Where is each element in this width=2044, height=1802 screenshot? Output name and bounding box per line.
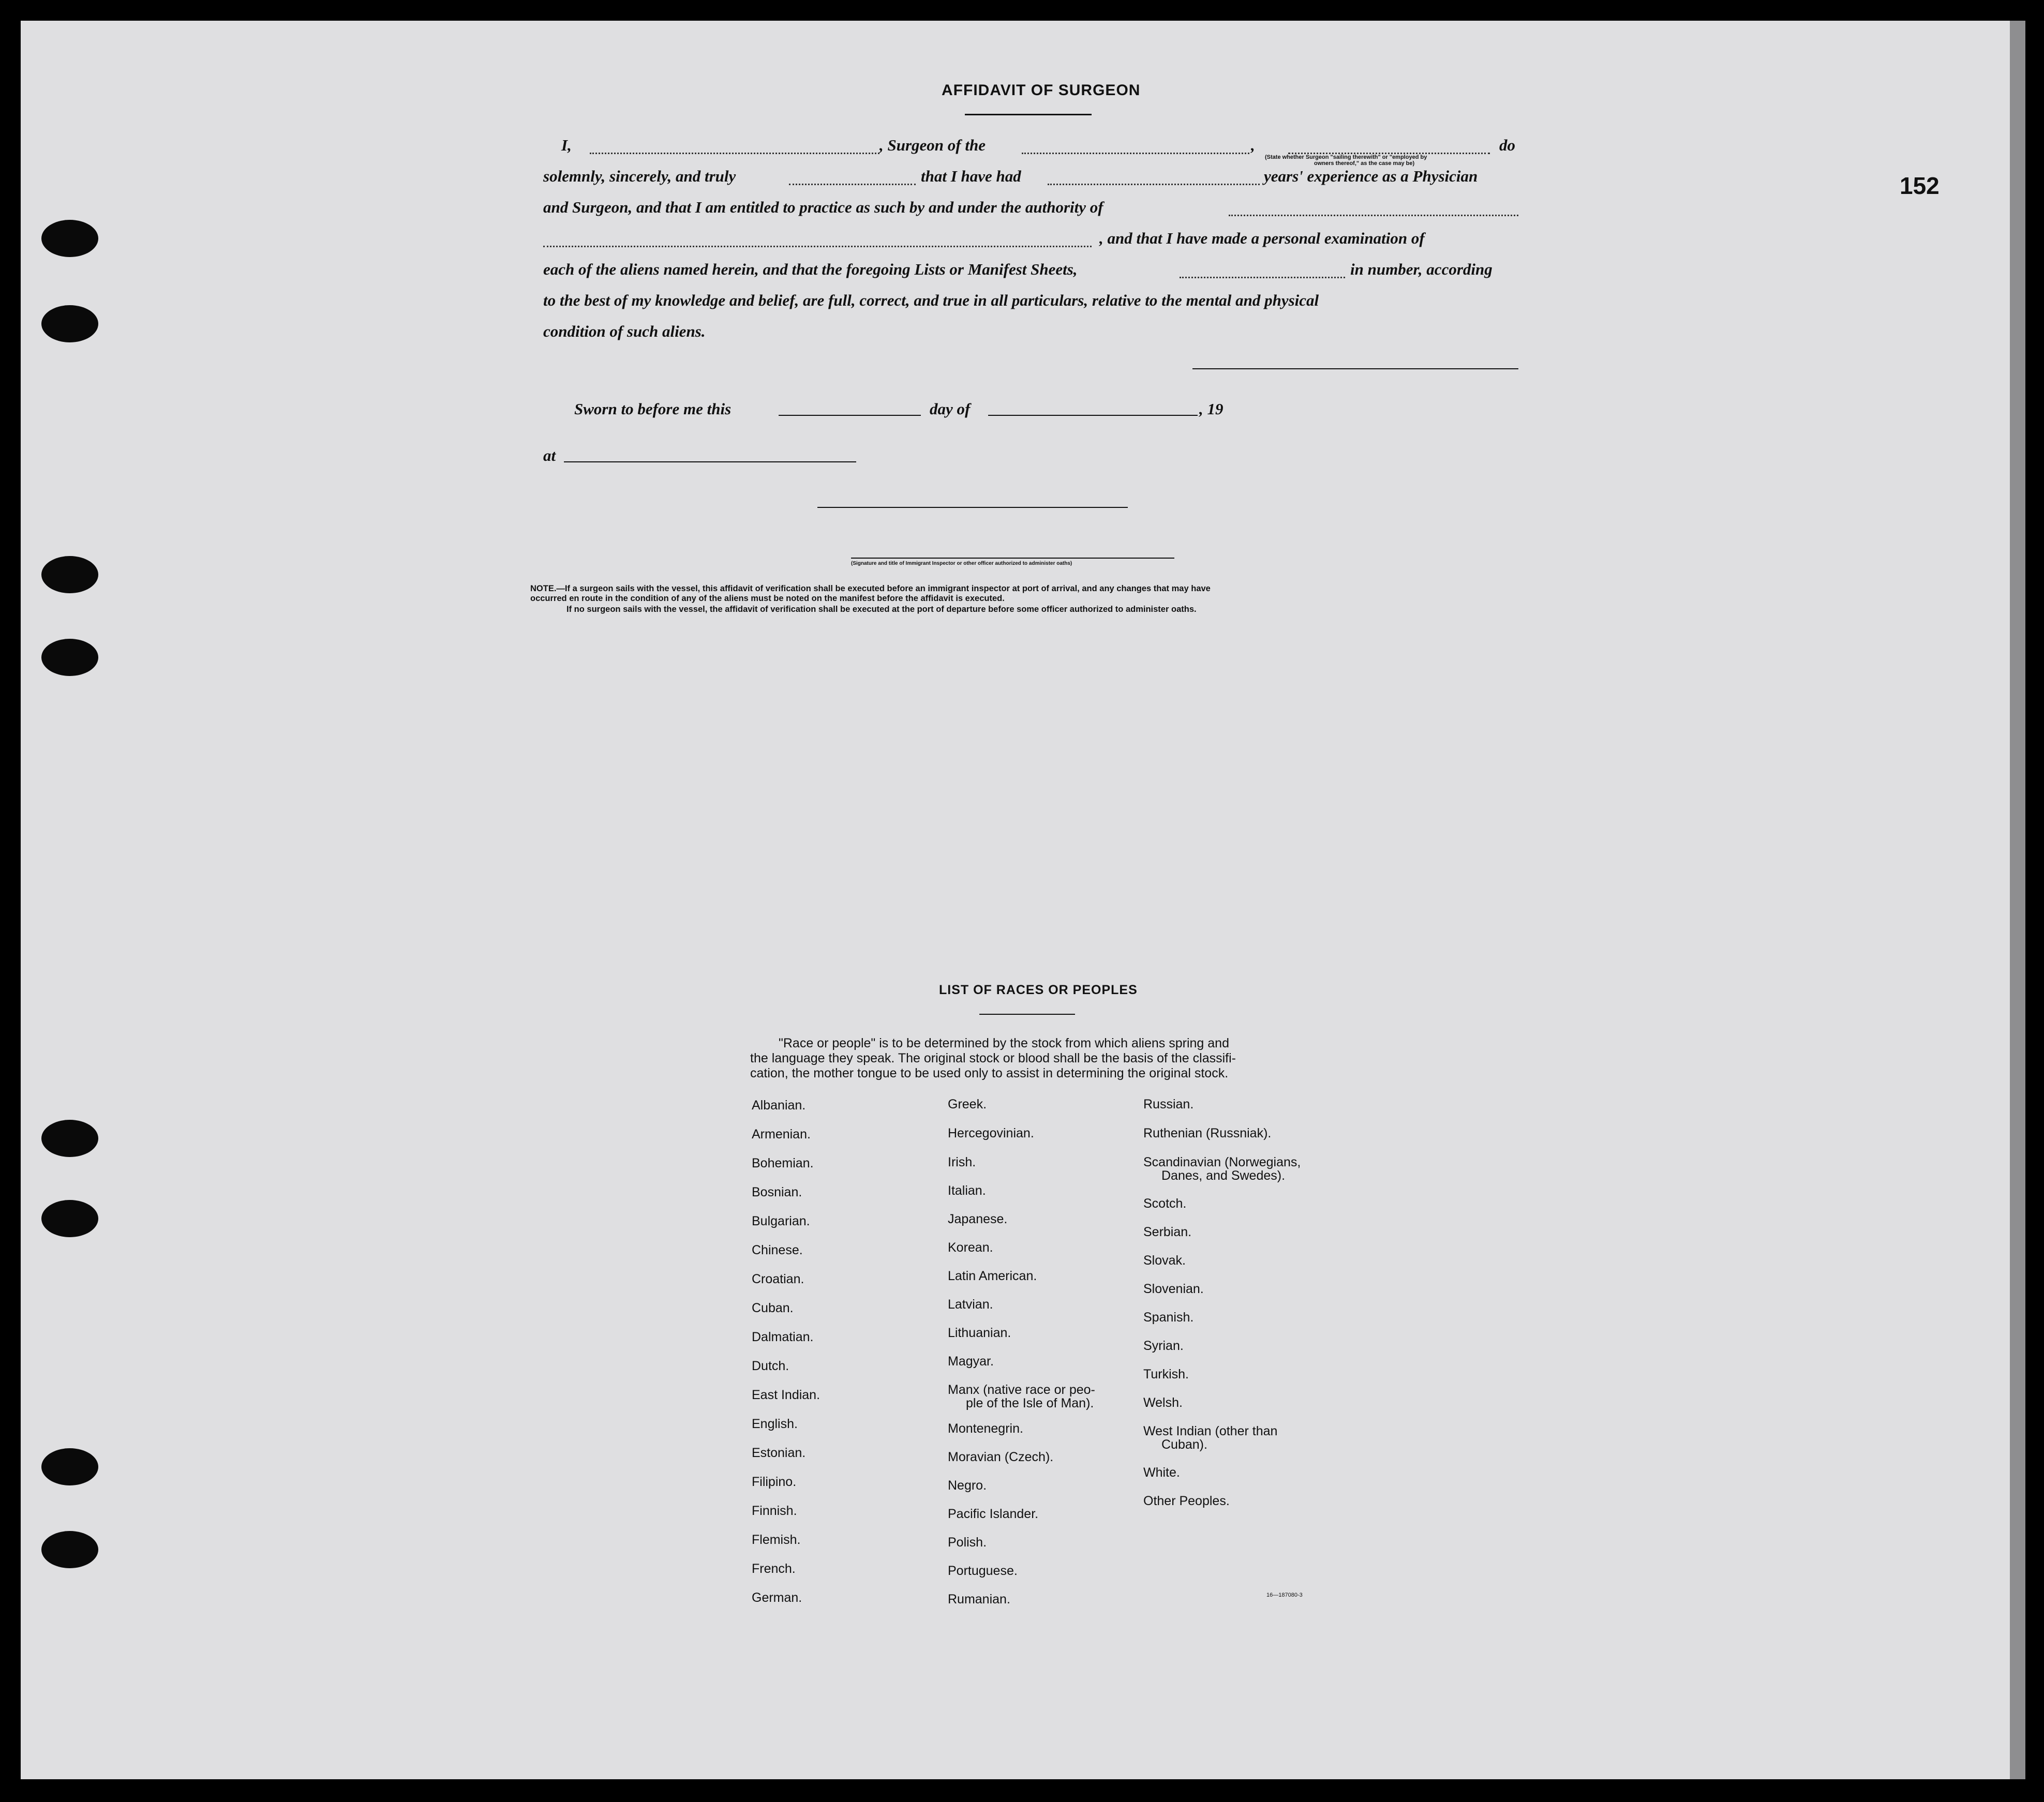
race-item: Croatian. — [752, 1272, 804, 1286]
race-item: Lithuanian. — [948, 1326, 1011, 1340]
race-item: Danes, and Swedes). — [1161, 1168, 1286, 1183]
solemnly-label: solemnly, sincerely, and truly — [543, 167, 736, 185]
surgeon-name-field[interactable] — [590, 153, 879, 154]
race-item: Moravian (Czech). — [948, 1450, 1054, 1464]
race-item: Turkish. — [1143, 1367, 1189, 1381]
years-experience-label: years' experience as a Physician — [1264, 167, 1478, 185]
sworn-label: Sworn to before me this — [574, 400, 732, 418]
race-item: Bosnian. — [752, 1185, 802, 1199]
state-note-line-2: owners thereof," as the case may be) — [1314, 160, 1415, 167]
race-item: Albanian. — [752, 1098, 806, 1113]
race-item: Polish. — [948, 1535, 987, 1550]
race-item: Other Peoples. — [1143, 1494, 1230, 1508]
authority-field-continued[interactable] — [543, 246, 1092, 247]
race-item: Latin American. — [948, 1269, 1037, 1283]
race-item: Italian. — [948, 1183, 986, 1198]
races-title-underline — [979, 1014, 1075, 1015]
sworn-month-field[interactable] — [988, 415, 1198, 416]
race-item: Latvian. — [948, 1297, 993, 1312]
that-i-have-had-label: that I have had — [921, 167, 1021, 185]
race-item: Bohemian. — [752, 1156, 814, 1170]
race-item: Serbian. — [1143, 1225, 1192, 1239]
race-item: Ruthenian (Russniak). — [1143, 1126, 1272, 1140]
races-intro — [750, 1036, 1309, 1081]
title-underline — [965, 114, 1092, 115]
binder-hole — [41, 1448, 98, 1485]
binder-hole — [41, 220, 98, 257]
at-label: at — [543, 446, 556, 464]
race-item: Syrian. — [1143, 1339, 1184, 1353]
binder-hole — [41, 305, 98, 342]
race-item: Irish. — [948, 1155, 976, 1169]
race-item: Russian. — [1143, 1097, 1194, 1112]
note-line-2: occurred en route in the condition of any of the aliens must be noted on the manifest before the affidavit is executed. — [530, 594, 1005, 603]
race-item: Bulgarian. — [752, 1214, 810, 1228]
race-item: Greek. — [948, 1097, 987, 1112]
race-item: Welsh. — [1143, 1395, 1183, 1410]
day-of-label: day of — [930, 400, 971, 418]
race-item: Slovak. — [1143, 1253, 1186, 1268]
signature-caption: (Signature and title of Immigrant Inspector or other officer authorized to administer oaths) — [851, 561, 1072, 566]
race-item: Magyar. — [948, 1354, 994, 1369]
in-number-label: in number, according — [1350, 260, 1493, 278]
race-item: Estonian. — [752, 1446, 806, 1460]
affidavit-title: AFFIDAVIT OF SURGEON — [942, 82, 1141, 99]
binder-hole — [41, 639, 98, 676]
state-note-line-1: (State whether Surgeon "sailing therewith" or "employed by — [1265, 154, 1427, 160]
inspector-signature-line[interactable] — [817, 507, 1128, 508]
page-edge — [2010, 21, 2025, 1779]
race-item: Pacific Islander. — [948, 1507, 1039, 1521]
race-item: German. — [752, 1590, 802, 1605]
race-item: Montenegrin. — [948, 1421, 1023, 1436]
page-number: 152 — [1900, 172, 1939, 199]
race-item: French. — [752, 1561, 796, 1576]
race-item: Spanish. — [1143, 1310, 1194, 1325]
race-item: Manx (native race or peo- — [948, 1383, 1095, 1397]
race-item: English. — [752, 1417, 798, 1431]
at-place-field[interactable] — [564, 461, 856, 462]
form-number: 16—187080-3 — [1266, 1592, 1303, 1598]
affidavit-i: I, — [561, 136, 572, 154]
do-label: do — [1499, 136, 1515, 154]
race-item: East Indian. — [752, 1388, 820, 1402]
surgeon-of-the-label: , Surgeon of the — [879, 136, 986, 154]
authority-label: and Surgeon, and that I am entitled to practice as such by and under the authority of — [543, 198, 1103, 216]
race-item: Dutch. — [752, 1359, 789, 1373]
races-intro-line-1: "Race or people" is to be determined by the stock from which aliens spring and — [779, 1036, 1229, 1050]
race-item: Scandinavian (Norwegians, — [1143, 1155, 1301, 1169]
race-item: White. — [1143, 1465, 1180, 1480]
authority-field[interactable] — [1229, 215, 1518, 216]
race-item: West Indian (other than — [1143, 1424, 1278, 1438]
race-item: Rumanian. — [948, 1592, 1010, 1606]
race-item: Scotch. — [1143, 1196, 1187, 1211]
vessel-name-field[interactable] — [1022, 153, 1249, 154]
races-intro-line-2: the language they speak. The original stock or blood shall be the basis of the classifi- — [750, 1051, 1236, 1065]
swear-field[interactable] — [789, 184, 916, 185]
race-item: Flemish. — [752, 1533, 801, 1547]
binder-hole — [41, 1200, 98, 1237]
race-item: Hercegovinian. — [948, 1126, 1034, 1140]
inspector-title-line[interactable] — [851, 558, 1174, 559]
note-line-1: NOTE.—If a surgeon sails with the vessel, this affidavit of verification shall be executed before an immigrant inspector at port of arrival, and any changes that may have — [530, 584, 1211, 593]
manifest-sheets-label: each of the aliens named herein, and that the foregoing Lists or Manifest Sheets, — [543, 260, 1078, 278]
years-field[interactable] — [1048, 184, 1260, 185]
binder-hole — [41, 1120, 98, 1157]
year-label: , 19 — [1199, 400, 1224, 418]
race-item: Japanese. — [948, 1212, 1008, 1226]
race-item: Korean. — [948, 1240, 993, 1255]
personal-examination-label: , and that I have made a personal examination of — [1099, 229, 1425, 247]
race-item: Portuguese. — [948, 1564, 1018, 1578]
binder-hole — [41, 556, 98, 593]
races-intro-line-3: cation, the mother tongue to be used only to assist in determining the original stock. — [750, 1066, 1229, 1080]
race-item: Finnish. — [752, 1504, 797, 1518]
race-item: Negro. — [948, 1478, 987, 1493]
affidavit-line-6: to the best of my knowledge and belief, are full, correct, and true in all particulars, relative to the mental and physical — [543, 291, 1319, 309]
comma-after-vessel: , — [1251, 136, 1255, 154]
races-title: LIST OF RACES OR PEOPLES — [939, 983, 1138, 997]
race-item: Cuban). — [1161, 1437, 1207, 1452]
note-line-3: If no surgeon sails with the vessel, the affidavit of verification shall be executed at the port of departure before some officer authorized to administer oaths. — [566, 605, 1197, 614]
sheet-count-field[interactable] — [1180, 277, 1345, 278]
race-item: ple of the Isle of Man). — [966, 1396, 1094, 1410]
race-item: Filipino. — [752, 1475, 797, 1489]
affidavit-line-7: condition of such aliens. — [543, 322, 706, 340]
surgeon-signature-line[interactable] — [1192, 368, 1518, 369]
race-item: Slovenian. — [1143, 1282, 1204, 1296]
race-item: Cuban. — [752, 1301, 794, 1315]
binder-hole — [41, 1531, 98, 1568]
race-item: Dalmatian. — [752, 1330, 814, 1344]
sworn-day-field[interactable] — [779, 415, 921, 416]
race-item: Chinese. — [752, 1243, 803, 1257]
race-item: Armenian. — [752, 1127, 811, 1142]
